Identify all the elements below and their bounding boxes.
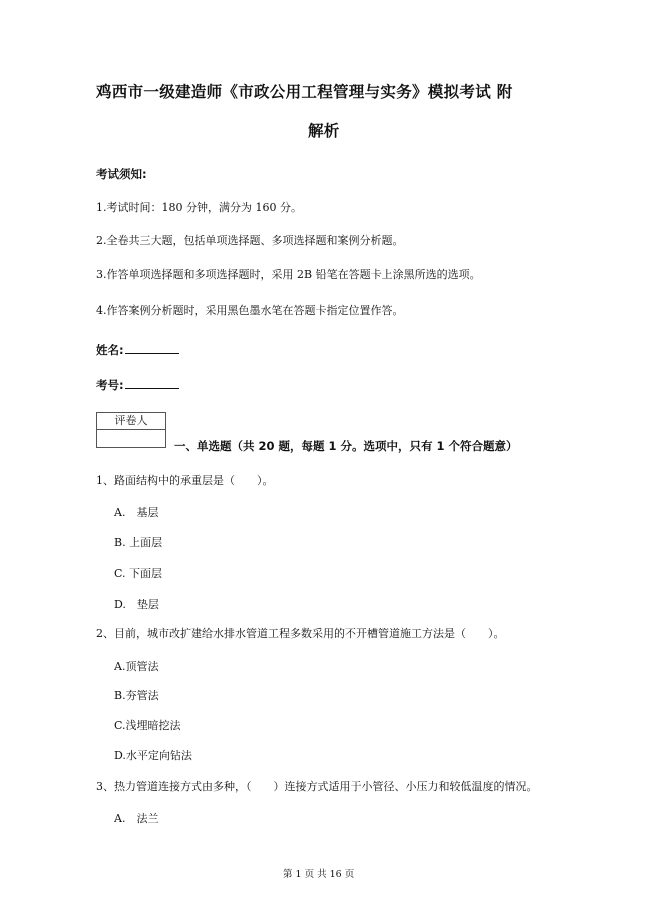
question-stem: 1、路面结构中的承重层是（ ）。: [96, 474, 274, 487]
page-footer: 第 1 页 共 16 页: [283, 869, 355, 880]
id-label: 考号:: [96, 378, 124, 392]
question-option: C. 下面层: [114, 567, 163, 580]
id-blank-line: [125, 376, 179, 389]
grader-label: 评卷人: [97, 413, 165, 430]
grader-box: [96, 412, 166, 448]
question-option: A. 法兰: [114, 812, 159, 825]
question-stem: 2、目前，城市改扩建给水排水管道工程多数采用的不开槽管道施工方法是（ ）。: [96, 627, 505, 640]
doc-title-line2: 解析: [308, 122, 340, 140]
doc-title-line1: 鸡西市一级建造师《市政公用工程管理与实务》模拟考试 附: [96, 83, 513, 101]
question-option: B. 上面层: [114, 536, 163, 549]
notice-item: 4.作答案例分析题时，采用黑色墨水笔在答题卡指定位置作答。: [96, 304, 404, 317]
name-field: [96, 341, 179, 358]
section-title: 一、单选题（共 20 题，每题 1 分。选项中，只有 1 个符合题意）: [174, 439, 518, 453]
question-option: D.水平定向钻法: [114, 749, 192, 762]
question-option: D. 垫层: [114, 598, 159, 611]
question-option: A.顶管法: [114, 660, 159, 673]
question-option: B.夯管法: [114, 689, 159, 702]
notice-heading: 考试须知:: [96, 167, 147, 181]
notice-item: 3.作答单项选择题和多项选择题时，采用 2B 铅笔在答题卡上涂黑所选的选项。: [96, 268, 481, 281]
question-option: A. 基层: [114, 506, 159, 519]
question-option: C.浅埋暗挖法: [114, 719, 181, 732]
name-label: 姓名:: [96, 343, 124, 357]
name-blank-line: [125, 341, 179, 354]
id-field: [96, 376, 179, 393]
question-stem: 3、热力管道连接方式由多种，（ ）连接方式适用于小管径、小压力和较低温度的情况。: [96, 780, 538, 793]
notice-item: 1.考试时间：180 分钟，满分为 160 分。: [96, 201, 302, 214]
notice-item: 2.全卷共三大题，包括单项选择题、多项选择题和案例分析题。: [96, 234, 404, 247]
